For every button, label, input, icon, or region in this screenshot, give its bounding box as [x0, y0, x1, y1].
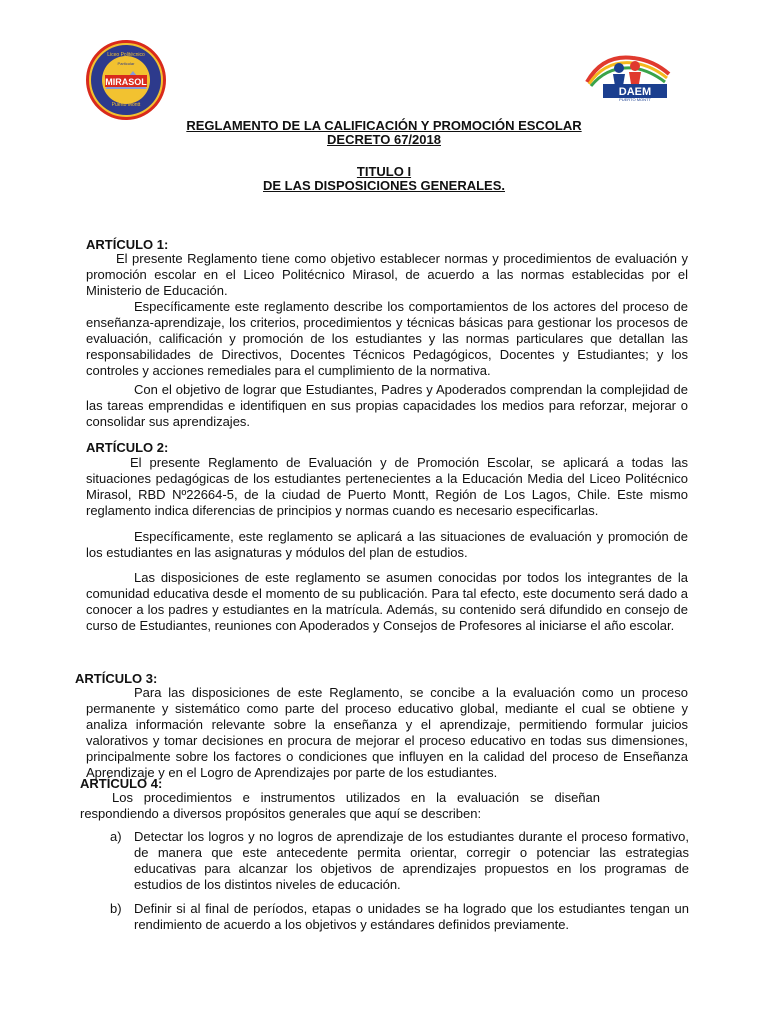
- article-1-paragraph-3-text: Con el objetivo de lograr que Estudiantes, Padres y Apoderados comprendan la complejidad de las tareas emprendidas e identifiquen en sus propias capacidades los medios para reforzar, mejorar o consolidar sus aprendizajes.: [86, 382, 688, 429]
- daem-city-text: PUERTO MONTT: [619, 97, 651, 102]
- article-2-paragraph-1: [86, 455, 688, 519]
- article-1-paragraph-1-text: El presente Reglamento tiene como objetivo establecer normas y procedimientos de evaluación y promoción escolar en el Liceo Politécnico Mirasol, de acuerdo a las normas establecidas por el Ministerio de Educación.: [86, 251, 688, 298]
- section-subtitle: DE LAS DISPOSICIONES GENERALES.: [263, 178, 505, 193]
- article-3-paragraph-1-text: Para las disposiciones de este Reglamento, se concibe a la evaluación como un proceso permanente y sistemático como parte del proceso educativo global, mediante el cual se obtiene y analiza información relevante sobre la enseñanza y el aprendizaje, permitiendo formular juicios valorativos y tomar decisiones en procura de mejorar el proceso educativo en todas sus dimensiones, principalmente sobre los factores o condiciones que influyen en la calidad del proceso de Enseñanza Aprendizaje y en el Logro de Aprendizajes por parte de los estudiantes.: [86, 685, 688, 780]
- list-item-a-marker: a): [110, 829, 122, 844]
- article-3-heading: ARTÍCULO 3:: [75, 671, 158, 686]
- article-1-paragraph-2: [86, 299, 688, 379]
- article-2-paragraph-3-text: Las disposiciones de este reglamento se asumen conocidas por todos los integrantes de la comunidad educativa desde el momento de su publicación. Para tal efecto, este documento será dado a conocer a los padres y estudiantes en la matrícula. Además, su contenido será difundido en consejo de curso de Estudiantes, reuniones con Apoderados y Consejos de Profesores al iniciarse el año escolar.: [86, 570, 688, 633]
- logo-city-text: Puerto Montt: [111, 102, 141, 108]
- daem-logo: [583, 52, 673, 102]
- article-2-paragraph-2: [86, 529, 688, 561]
- article-4-paragraph-1: [80, 790, 600, 822]
- logo-name-text: MIRASOL: [105, 77, 147, 87]
- article-4-paragraph-1-text: Los procedimientos e instrumentos utilizados en la evaluación se diseñan respondiendo a diversos propósitos generales que aquí se describen:: [80, 790, 600, 821]
- article-1-paragraph-3: [86, 382, 688, 430]
- article-2-paragraph-3: [86, 570, 688, 634]
- section-title: TITULO I: [356, 164, 412, 179]
- list-item-a-text: Detectar los logros y no logros de aprendizaje de los estudiantes durante el proceso formativo, de manera que este antecedente permita orientar, corregir o potenciar las estrategias educativas para alcanzar los objetivos de aprendizajes propuestos en los programas de estudios de los distintos niveles de educación.: [134, 829, 689, 892]
- school-logo: [86, 40, 166, 120]
- article-1-heading: ARTÍCULO 1:: [86, 237, 169, 252]
- document-decree: DECRETO 67/2018: [327, 132, 441, 147]
- list-item-b-marker: b): [110, 901, 122, 916]
- article-2-paragraph-1-text: El presente Reglamento de Evaluación y de Promoción Escolar, se aplicará a todas las situaciones pedagógicas de los estudiantes pertenecientes a la Educación Media del Liceo Politécnico Mirasol, RBD Nº22664-5, de la ciudad de Puerto Montt, Región de Los Lagos, Chile. Este mismo reglamento indica diferencias de principios y normas cuando es necesario especificarlas.: [86, 455, 688, 518]
- article-4-heading: ARTÍCULO 4:: [80, 776, 163, 791]
- article-1-paragraph-2-text: Específicamente este reglamento describe los comportamientos de los actores del proceso de enseñanza-aprendizaje, los criterios, procedimientos y técnicas básicas para gestionar los procesos de evaluación, calificación y promoción de los estudiantes y las normas particulares que detallan las responsabilidades de Directivos, Docentes Técnicos Pedagógicos, Docentes y Estudiantes; y los controles y acciones remediales para el cumplimiento de la normativa.: [86, 299, 688, 378]
- document-title: REGLAMENTO DE LA CALIFICACIÓN Y PROMOCIÓN ESCOLAR: [186, 118, 582, 133]
- list-item-b-text: Definir si al final de períodos, etapas o unidades se ha logrado que los estudiantes tengan un rendimiento de acuerdo a los objetivos y estándares definidos previamente.: [134, 901, 689, 932]
- logo-top-text: Liceo Politécnico: [107, 52, 145, 58]
- daem-name-text: DAEM: [618, 86, 652, 98]
- article-2-paragraph-2-text: Específicamente, este reglamento se aplicará a las situaciones de evaluación y promoción de los estudiantes en las asignaturas y módulos del plan de estudios.: [86, 529, 688, 560]
- logo-sub-text: Particular: [117, 61, 135, 66]
- article-3-paragraph-1: [86, 685, 688, 781]
- article-1-paragraph-1: [86, 251, 688, 299]
- article-2-heading: ARTÍCULO 2:: [86, 440, 169, 455]
